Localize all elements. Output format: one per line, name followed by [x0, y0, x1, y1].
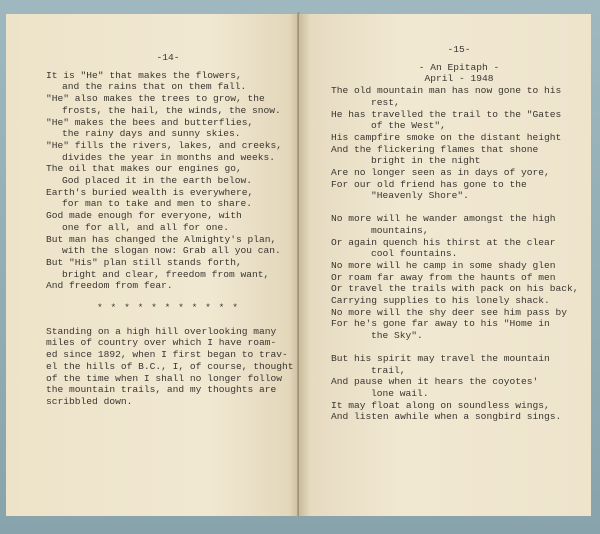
poem-line: of the West", [371, 120, 446, 132]
separator-stars: * * * * * * * * * * * [97, 302, 239, 314]
poem-line: It may float along on soundless wings, [331, 399, 550, 411]
poem-epitaph [331, 85, 587, 423]
poem-line: And pause when it hears the coyotes' [331, 376, 539, 388]
poem-line: God made enough for everyone, with [46, 210, 242, 222]
poem-line: "Heavenly Shore". [371, 190, 469, 202]
poem-line: For he's gone far away to his "Home in [331, 318, 550, 330]
poem-line: "He" fills the rivers, lakes, and creeks, [46, 139, 283, 151]
prose-line: miles of country over which I have roam- [46, 337, 277, 349]
poem-line: Carrying supplies to his lonely shack. [331, 295, 550, 307]
poem-line: Or again quench his thirst at the clear [331, 236, 556, 248]
prose-line: el the hills of B.C., I, of course, thought [46, 360, 294, 372]
poem-line: and the rains that on them fall. [62, 81, 247, 93]
poem-line: The oil that makes our engines go, [46, 163, 242, 175]
poem-line: mountains, [371, 224, 429, 236]
poem-line: And the flickering flames that shone [331, 143, 539, 155]
poem-line: Are no longer seen as in days of yore, [331, 167, 550, 179]
left-page [6, 14, 298, 516]
stanza [331, 85, 587, 202]
poem-line: For our old friend has gone to the [331, 178, 527, 190]
prose-line: scribbled down. [46, 395, 133, 407]
poem-line: No more will he camp in some shady glen [331, 259, 556, 271]
poem-line: lone wail. [371, 387, 429, 399]
poem-line: divides the year in months and weeks. [62, 151, 276, 163]
poem-line: bright in the night [371, 155, 481, 167]
poem-line: one for all, and all for one. [62, 221, 229, 233]
stanza-gap [331, 202, 587, 213]
poem-line: It is "He" that makes the flowers, [46, 69, 242, 81]
poem-line: But his spirit may travel the mountain [331, 352, 550, 364]
poem-line: No more will the shy deer see him pass by [331, 306, 568, 318]
poem-line: No more will he wander amongst the high [331, 213, 556, 225]
poem-line: Or roam far away from the haunts of men [331, 271, 556, 283]
poem-line: And freedom from fear. [46, 280, 173, 292]
page-number-left: -14- [156, 52, 180, 63]
poem-line: for man to take and men to share. [62, 198, 252, 210]
poem-line: the Sky". [371, 330, 423, 342]
stanza-gap [331, 342, 587, 353]
prose-line: Standing on a high hill overlooking many [46, 325, 277, 337]
poem-line: the rainy days and sunny skies. [62, 128, 241, 140]
poem-line: His campfire smoke on the distant height [331, 131, 562, 143]
poem-date: April - 1948 [424, 73, 494, 85]
poem-title: - An Epitaph - [418, 61, 500, 73]
poem-line: Or travel the trails with pack on his back, [331, 283, 579, 295]
poem-line: bright and clear, freedom from want, [62, 268, 270, 280]
poem-line: frosts, the hail, the winds, the snow. [62, 104, 281, 116]
poem-line: Earth's buried wealth is everywhere, [46, 186, 254, 198]
page-number-right: -15- [447, 44, 471, 55]
poem-line: But "His" plan still stands forth, [46, 256, 242, 268]
poem-left [46, 70, 290, 292]
stanza [331, 353, 587, 423]
poem-line: trail, [371, 364, 406, 376]
poem-line: rest, [371, 96, 400, 108]
poem-line: cool fountains. [371, 248, 458, 260]
poem-line: And listen awhile when a songbird sings. [331, 411, 562, 423]
prose-line: of the time when I shall no longer follow [46, 372, 283, 384]
poem-line: The old mountain man has now gone to his [331, 85, 562, 97]
poem-line: "He" makes the bees and butterflies, [46, 116, 254, 128]
poem-line: with the slogan now: Grab all you can. [62, 245, 281, 257]
prose-paragraph [46, 325, 294, 408]
prose-line: ed since 1892, when I first began to trav- [46, 349, 288, 361]
poem-line: But man has changed the Almighty's plan, [46, 233, 277, 245]
poem-line: "He" also makes the trees to grow, the [46, 93, 265, 105]
poem-line: He has travelled the trail to the "Gates [331, 108, 562, 120]
right-page [299, 14, 591, 516]
stanza [331, 213, 587, 342]
poem-line: God placed it in the earth below. [62, 175, 252, 187]
prose-line: the mountain trails, and my thoughts are [46, 384, 277, 396]
